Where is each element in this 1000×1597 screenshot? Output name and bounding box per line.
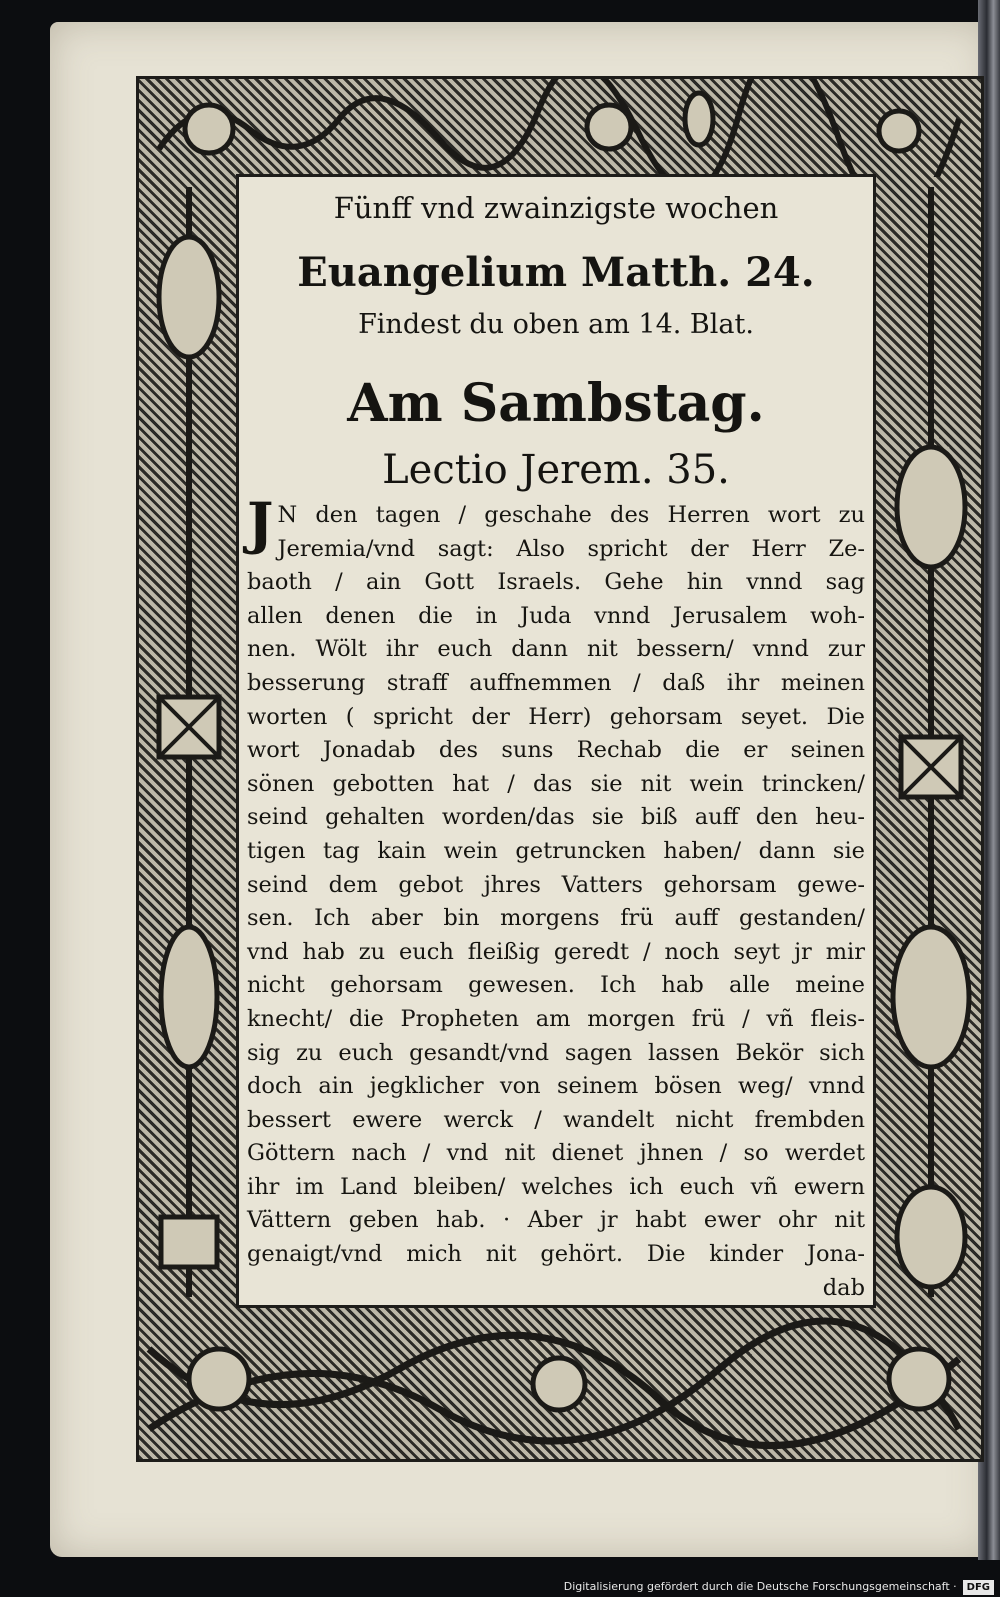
gospel-title: Euangelium Matth. 24. (297, 249, 815, 296)
body-line: ihr im Land bleiben/ welches ich euch vñ ewern (247, 1173, 865, 1200)
body-line: allen denen die in Juda vnnd Jerusalem woh- (247, 602, 865, 629)
body-line: seind gehalten worden/das sie biß auff den heu- (247, 804, 865, 831)
day-title: Am Sambstag. (347, 373, 765, 434)
body-line: nen. Wölt ihr euch dann nit bessern/ vnnd zur (247, 636, 865, 663)
dfg-logo: DFG (963, 1580, 994, 1595)
body-line: seind dem gebot jhres Vatters gehorsam gewe- (247, 871, 865, 898)
border-ornament-bottom (139, 1309, 981, 1459)
drop-cap: J (247, 491, 274, 557)
footer-credit: Digitalisierung gefördert durch die Deutsche Forschungsgemeinschaft · (563, 1580, 957, 1593)
body-line: Jeremia/vnd sagt: Also spricht der Herr Ze- (277, 535, 865, 562)
body-line: doch ain jegklicher von seinem bösen weg/ vnnd (247, 1073, 865, 1100)
body-line: sen. Ich aber bin morgens frü auff gestanden/ (247, 905, 865, 932)
body-text (247, 491, 865, 1305)
border-ornament-right (879, 177, 983, 1307)
lectio-title: Lectio Jerem. 35. (382, 447, 730, 493)
reference-line: Findest du oben am 14. Blat. (358, 309, 754, 340)
body-line: bessert ewere werck / wandelt nicht frembden (247, 1106, 865, 1133)
body-line: baoth / ain Gott Israels. Gehe hin vnnd sag (247, 569, 865, 596)
body-line: Göttern nach / vnd nit dienet jhnen / so werdet (247, 1140, 865, 1167)
body-line: nicht gehorsam gewesen. Ich hab alle meine (247, 972, 865, 999)
text-block (236, 174, 876, 1308)
body-line: besserung straff auffnemmen / daß ihr meinen (247, 669, 865, 696)
body-line: Vättern geben hab. · Aber jr habt ewer ohr nit (247, 1207, 865, 1234)
body-line: knecht/ die Propheten am morgen frü / vñ fleis- (247, 1005, 865, 1032)
catchword: dab (822, 1274, 865, 1301)
body-line: vnd hab zu euch fleißig geredt / noch seyt jr mir (247, 938, 865, 965)
body-line: N den tagen / geschahe des Herren wort zu (277, 502, 865, 528)
body-line: genaigt/vnd mich nit gehört. Die kinder Jona- (247, 1241, 865, 1268)
page-heading: Fünff vnd zwainzigste wochen (333, 191, 779, 225)
digitization-footer (0, 1576, 1000, 1597)
border-ornament-top (139, 79, 981, 177)
body-line: sönen gebotten hat / das sie nit wein trincken/ (247, 770, 865, 797)
body-line: tigen tag kain wein getruncken haben/ dann sie (247, 837, 865, 864)
body-line: sig zu euch gesandt/vnd sagen lassen Bekör sich (247, 1039, 865, 1066)
body-line: wort Jonadab des suns Rechab die er seinen (247, 737, 865, 764)
body-line: worten ( spricht der Herr) gehorsam seyet. Die (247, 703, 865, 730)
border-ornament-left (139, 177, 237, 1307)
